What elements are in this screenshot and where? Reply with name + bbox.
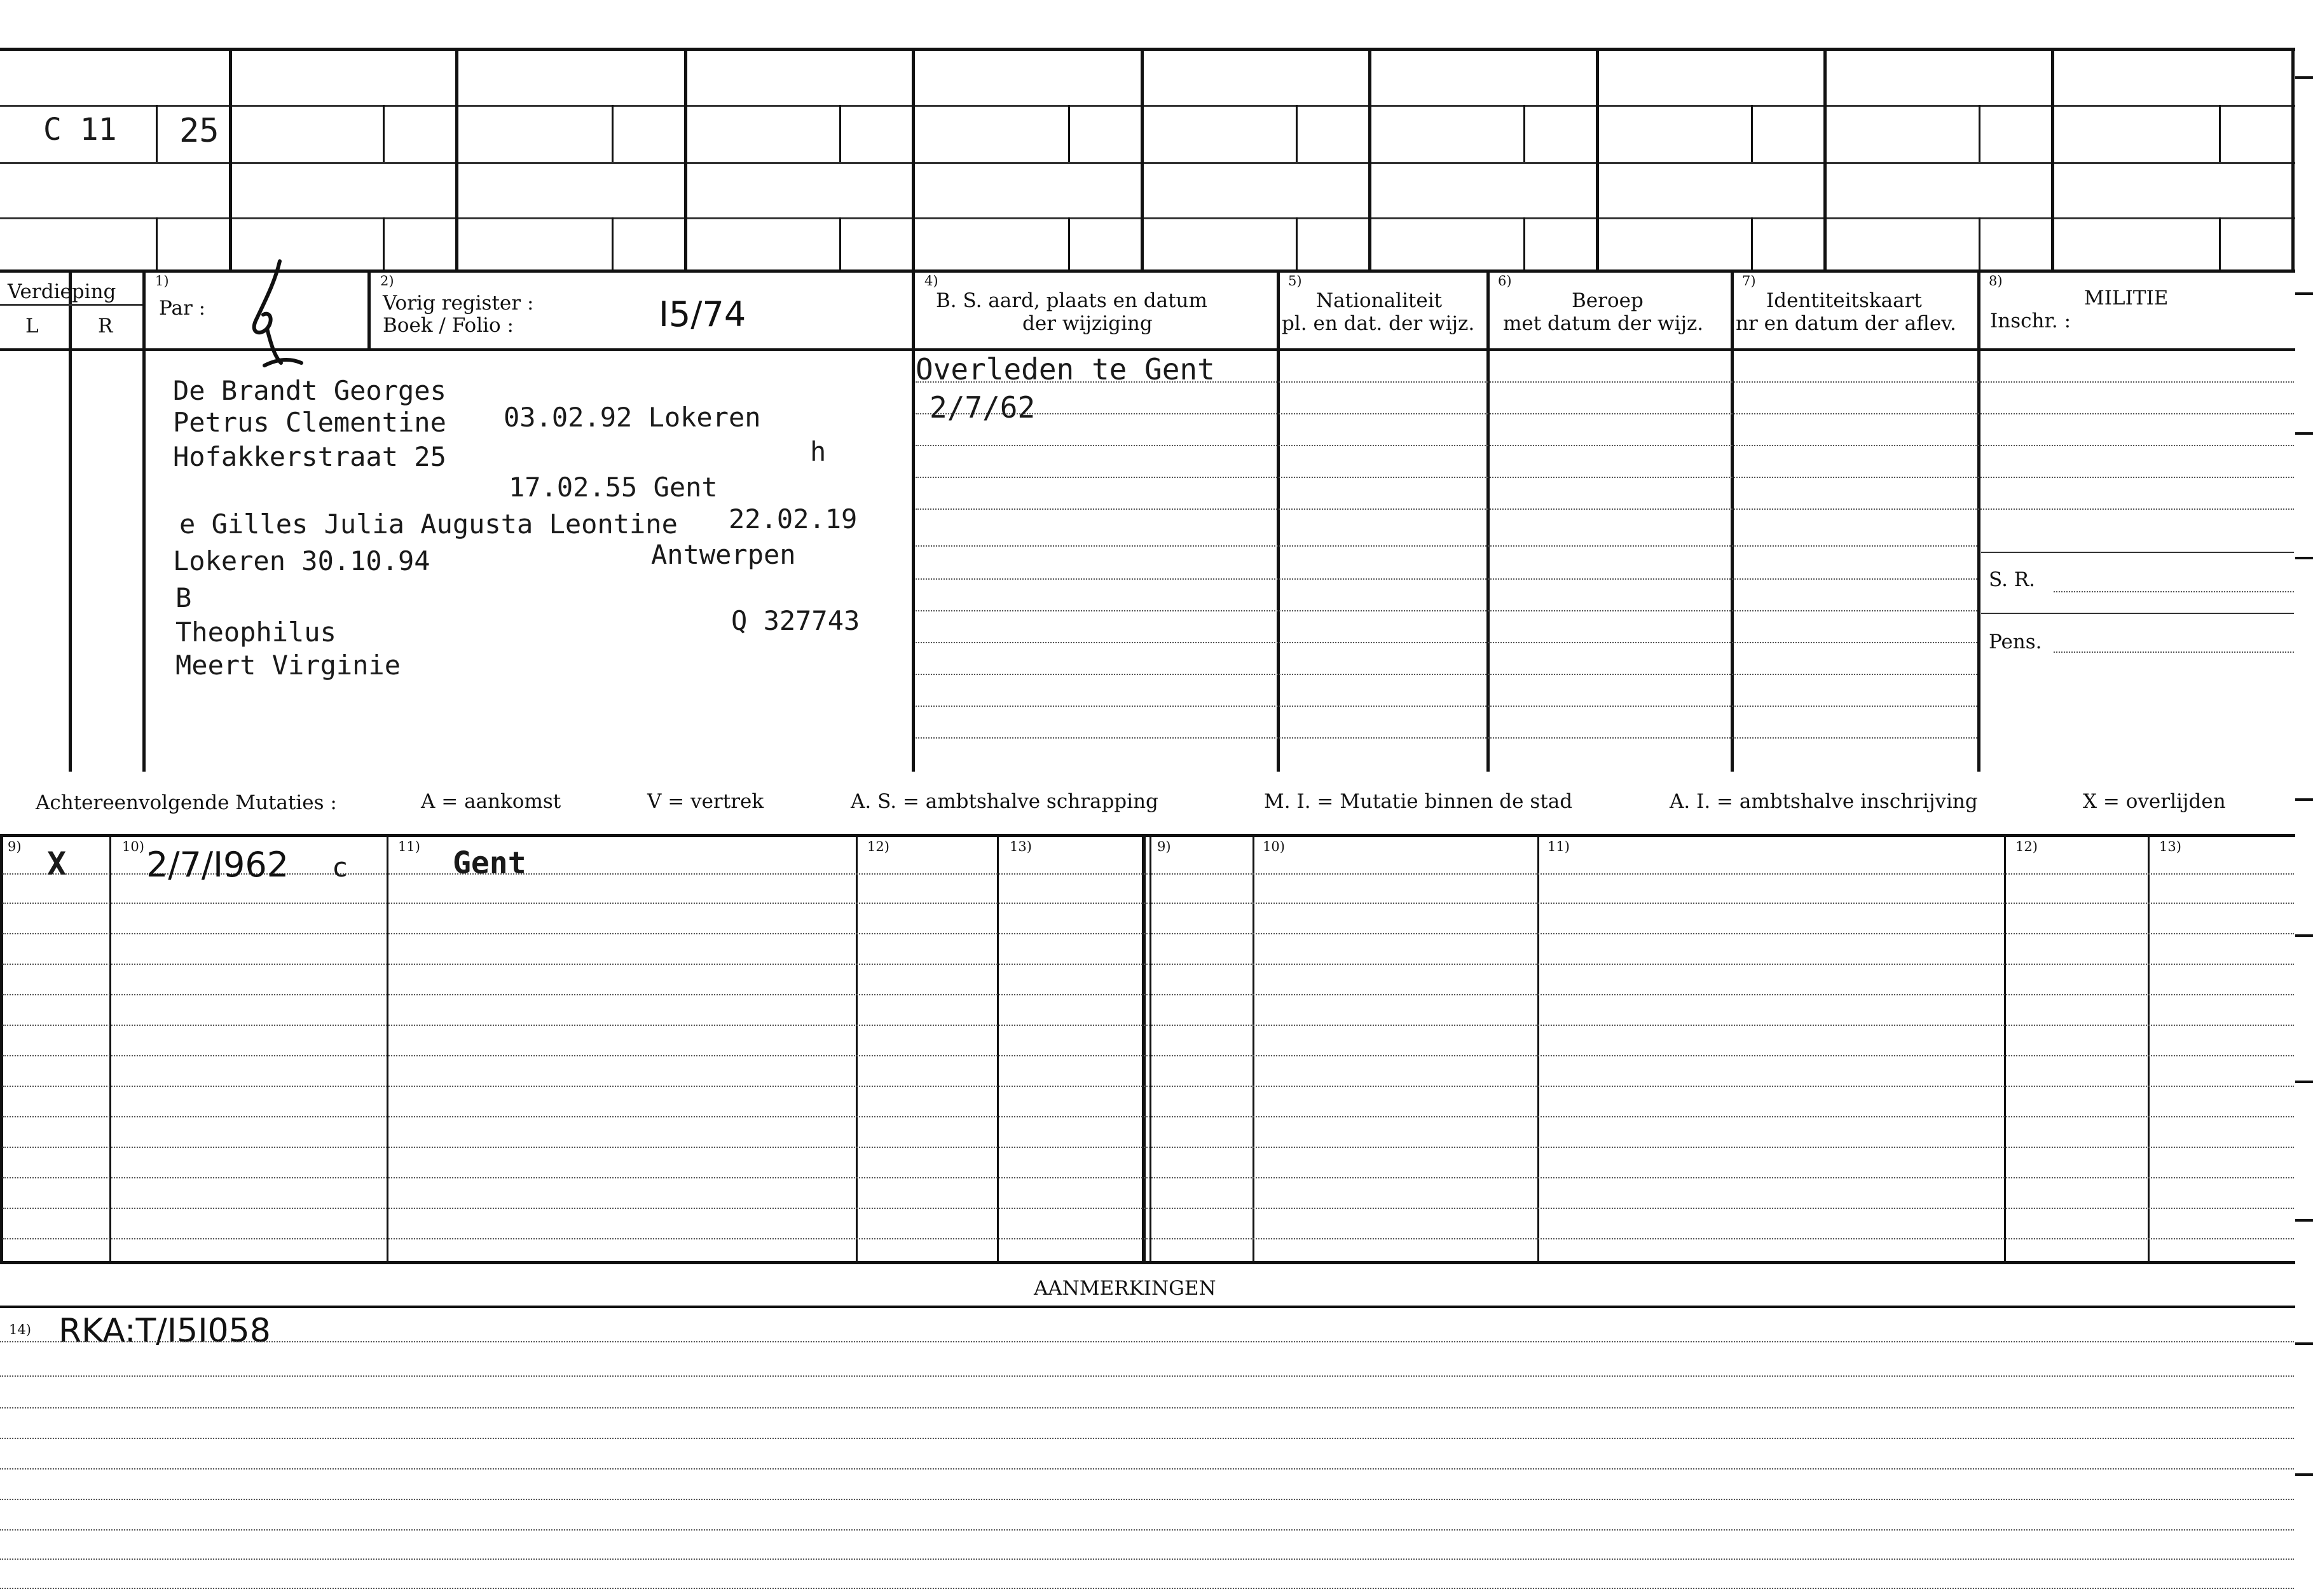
person-line-5: e Gilles Julia Augusta Leontine [179, 508, 678, 540]
right-label: R [98, 315, 113, 338]
boek-folio-label: Boek / Folio : [383, 314, 514, 337]
bs-label-line2: der wijziging [1022, 312, 1153, 335]
mut-col-12: 12) [867, 839, 889, 854]
sr-label: S. R. [1989, 568, 2036, 591]
mutation-mark: c [332, 852, 348, 883]
beroep-label: Beroep [1572, 289, 1644, 312]
person-mark-h: h [810, 436, 827, 467]
legend-mutatie-binnen: M. I. = Mutatie binnen de stad [1264, 790, 1573, 813]
nationaliteit-sub-label: pl. en dat. der wijz. [1282, 312, 1475, 335]
mut-col-11-right: 11) [1548, 839, 1570, 854]
par-label: Par : [159, 297, 206, 320]
identiteitskaart-label: Identiteitskaart [1766, 289, 1922, 312]
mutation-type: X [47, 845, 67, 882]
legend-aankomst: A = aankomst [421, 790, 561, 813]
mut-col-13-right: 13) [2159, 839, 2181, 854]
person-line-8: Theophilus [175, 617, 336, 648]
bs-entry-line-2: 2/7/62 [930, 390, 1036, 425]
person-line-2: Petrus Clementine [173, 407, 446, 438]
mutation-place: Gent [453, 845, 526, 881]
mut-col-13: 13) [1010, 839, 1032, 854]
inschr-label: Inschr. : [1990, 310, 2071, 332]
verdieping-label: Verdieping [8, 280, 116, 303]
bs-entry-line-1: Overleden te Gent [916, 352, 1215, 386]
col-number-7: 7) [1742, 273, 1756, 289]
vorig-register-label: Vorig register : [383, 292, 534, 315]
pens-label: Pens. [1989, 631, 2042, 653]
beroep-sub-label: met datum der wijz. [1503, 312, 1704, 335]
legend-overlijden: X = overlijden [2083, 790, 2226, 813]
person-line-6: Lokeren 30.10.94 [173, 545, 430, 576]
left-label: L [25, 315, 39, 338]
person-line-5-date: 22.02.19 [729, 503, 858, 535]
militie-label: MILITIE [2084, 287, 2169, 310]
mut-col-11: 11) [398, 839, 420, 854]
remarks-text: RKA:T/I5I058 [58, 1312, 271, 1350]
nationaliteit-label: Nationaliteit [1316, 289, 1443, 312]
col-number-4: 4) [924, 273, 938, 289]
legend-vertrek: V = vertrek [647, 790, 764, 813]
mut-col-10: 10) [122, 839, 144, 854]
person-line-3: Hofakkerstraat 25 [173, 441, 446, 472]
col-number-1: 1) [155, 273, 169, 289]
aanmerkingen-rule [0, 1306, 2295, 1308]
mut-col-10-right: 10) [1263, 839, 1285, 854]
header-number: 25 [179, 112, 219, 150]
bs-label-line1: B. S. aard, plaats en datum [936, 289, 1207, 312]
folio-value: I5/74 [659, 294, 746, 334]
mutation-date: 2/7/I962 [146, 845, 289, 885]
header-code: C 11 [43, 112, 117, 147]
legend-ambtshalve-inschrijving: A. I. = ambtshalve inschrijving [1670, 790, 1978, 813]
aanmerkingen-title: AANMERKINGEN [1034, 1277, 1216, 1300]
mut-col-9-right: 9) [1157, 839, 1171, 854]
mut-col-12-right: 12) [2015, 839, 2038, 854]
col-number-6: 6) [1498, 273, 1512, 289]
mut-col-9: 9) [8, 839, 22, 854]
person-line-4: 17.02.55 Gent [509, 472, 718, 503]
col-number-5: 5) [1288, 273, 1302, 289]
person-birth: 03.02.92 Lokeren [504, 402, 761, 433]
person-line-9: Meert Virginie [175, 650, 401, 681]
person-line-1: De Brandt Georges [173, 375, 446, 406]
person-line-7: B [175, 582, 192, 613]
remarks-number-14: 14) [9, 1322, 31, 1337]
person-id-number: Q 327743 [731, 605, 860, 636]
person-line-6-place: Antwerpen [651, 539, 796, 570]
mutaties-legend-title: Achtereenvolgende Mutaties : [36, 791, 337, 814]
identiteitskaart-sub-label: nr en datum der aflev. [1736, 312, 1956, 335]
par-signature [242, 257, 312, 378]
col-number-2: 2) [380, 273, 394, 289]
legend-ambtshalve-schrapping: A. S. = ambtshalve schrapping [851, 790, 1158, 813]
col-number-8: 8) [1989, 273, 2003, 289]
